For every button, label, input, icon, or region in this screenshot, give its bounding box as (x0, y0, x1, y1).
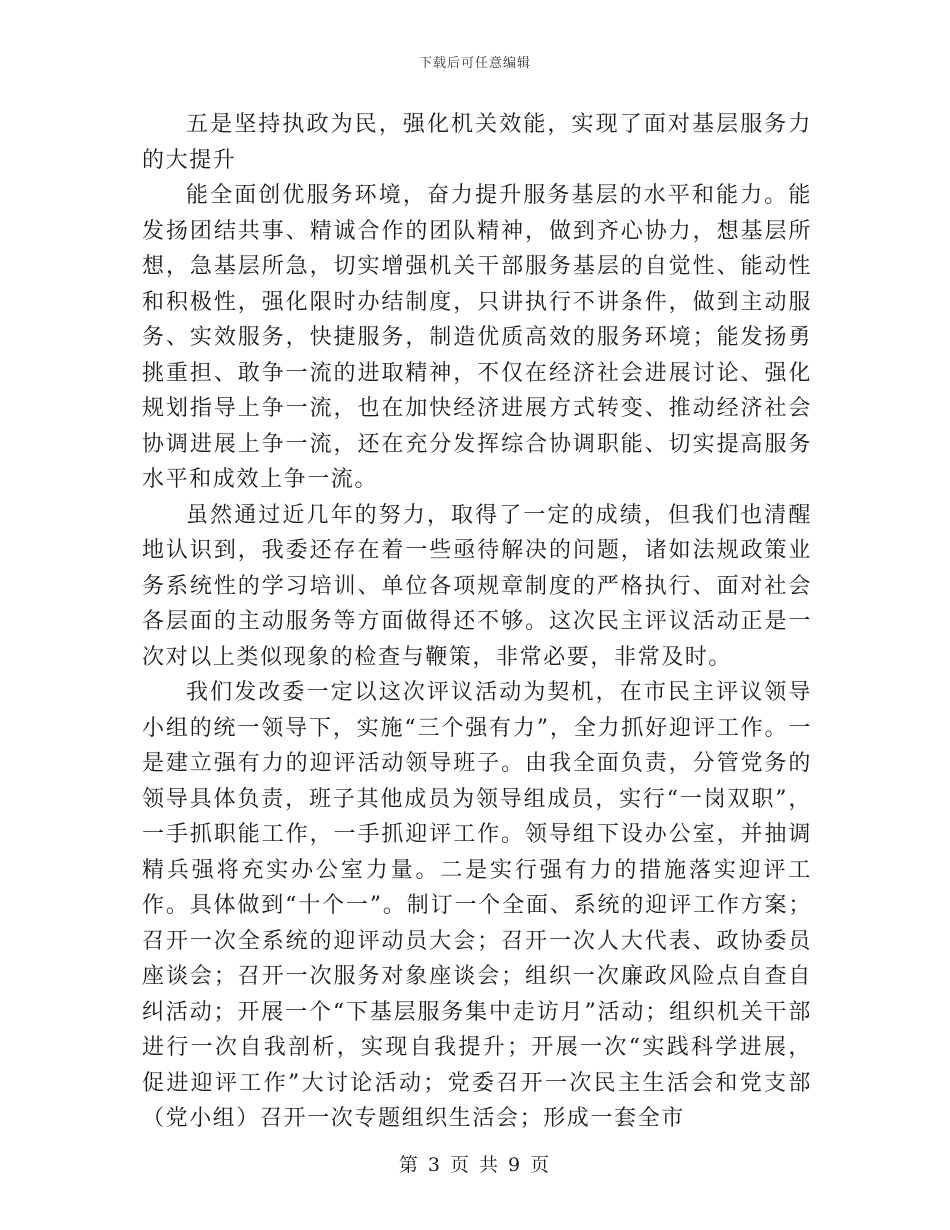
page-number: 第 3 页 共 9 页 (398, 1154, 552, 1176)
paragraph: 虽然通过近几年的努力，取得了一定的成绩，但我们也清醒地认识到，我委还存在着一些亟待解决的问题，诸如法规政策业务系统性的学习培训、单位各项规章制度的严格执行、面对社会各层面的主动服务等方面做得还不够。这次民主评议活动正是一次对以上类似现象的检查与鞭策，非常必要，非常及时。 (142, 502, 812, 670)
section-heading: 五是坚持执政为民，强化机关效能，实现了面对基层服务力的大提升 (142, 112, 812, 173)
document-body (142, 107, 812, 1137)
paragraph: 我们发改委一定以这次评议活动为契机，在市民主评议领导小组的统一领导下，实施“三个强有力”，全力抓好迎评工作。一是建立强有力的迎评活动领导班子。由我全面负责，分管党务的领导具体负责，班子其他成员为领导组成员，实行“一岗双职”，一手抓职能工作，一手抓迎评工作。领导组下设办公室，并抽调精兵强将充实办公室力量。二是实行强有力的措施落实迎评工作。具体做到“十个一”。制订一个全面、系统的迎评工作方案；召开一次全系统的迎评动员大会；召开一次人大代表、政协委员座谈会；召开一次服务对象座谈会；组织一次廉政风险点自查自纠活动；开展一个“下基层服务集中走访月”活动；组织机关干部进行一次自我剖析，实现自我提升；开展一次“实践科学进展，促进迎评工作”大讨论活动；党委召开一次民主生活会和党支部（党小组）召开一次专题组织生活会；形成一套全市 (142, 680, 812, 1131)
paragraph: 能全面创优服务环境，奋力提升服务基层的水平和能力。能发扬团结共事、精诚合作的团队精神，做到齐心协力，想基层所想，急基层所急，切实增强机关干部服务基层的自觉性、能动性和积极性，强化限时办结制度，只讲执行不讲条件，做到主动服务、实效服务，快捷服务，制造优质高效的服务环境；能发扬勇挑重担、敢争一流的进取精神，不仅在经济社会进展讨论、强化规划指导上争一流，也在加快经济进展方式转变、推动经济社会协调进展上争一流，还在充分发挥综合协调职能、切实提高服务水平和成效上争一流。 (142, 183, 812, 492)
header-note: 下载后可任意编辑 (418, 56, 531, 71)
